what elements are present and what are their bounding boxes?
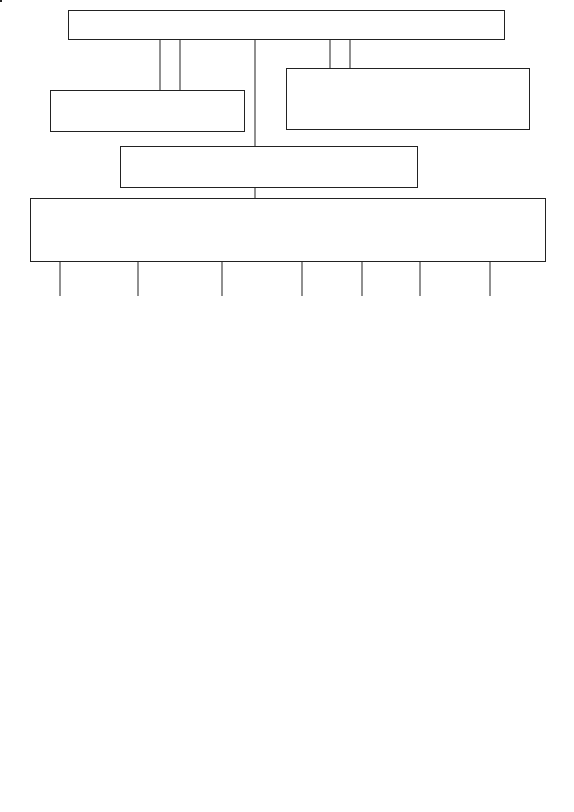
function-cell-7 [0,0,2,2]
right-box [286,68,530,130]
sub-box [120,146,418,188]
law-box [30,198,546,262]
left-box [50,90,245,132]
function-text-7 [1,0,2,1]
title-box [68,10,505,40]
